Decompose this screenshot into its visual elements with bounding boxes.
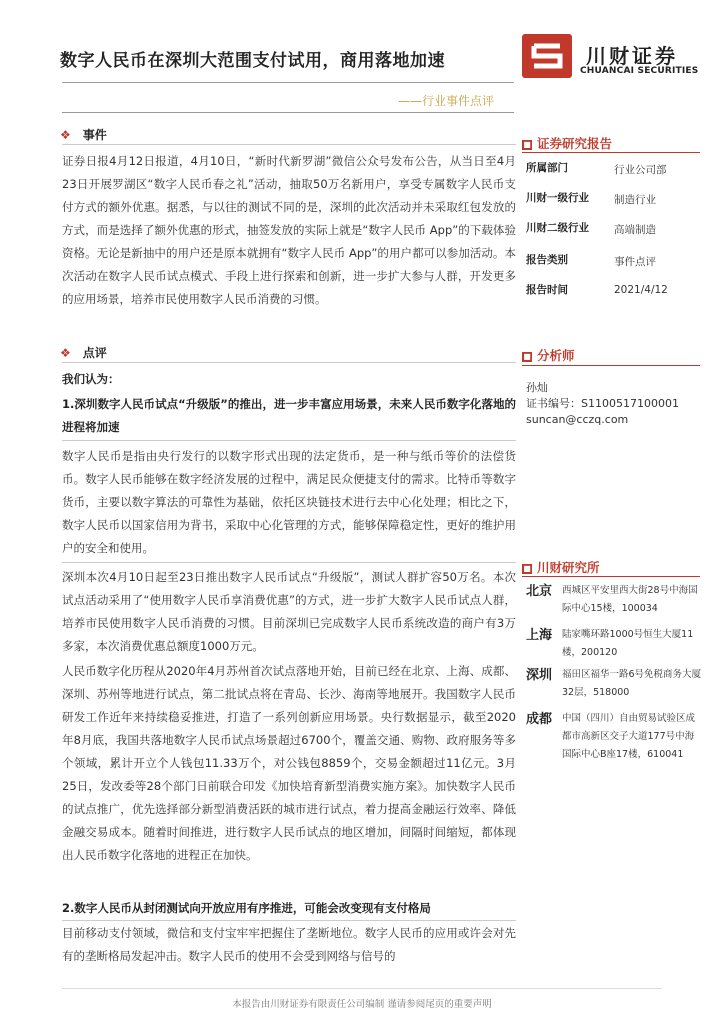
info-value-report-date: 2021/4/12 <box>614 284 668 296</box>
header-rule <box>62 82 514 83</box>
report-subtitle: ——行业事件点评 <box>398 94 495 108</box>
info-value-department: 行业公司部 <box>614 164 667 176</box>
info-label-industry-1: 川财一级行业 <box>526 192 589 204</box>
diamond-bullet-icon: ❖ <box>60 346 71 360</box>
point-1-paragraph-3: 人民币数字化历程从2020年4月苏州首次试点落地开始，目前已经在北京、上海、成都、深圳、苏州等地进行试点，第二批试点将在青岛、长沙、海南等地展开。我国数字人民币研发工作近年来持续稳妥推进，打造了一系列创新应用场景。央行数据显示，截至2020年8月底，我国共落地数字人民币试点场景超过6700个，覆盖交通、购物、政府服务等多个领域，累计开立个人钱包11.33万个，对公钱包8859个，交易金额超过11亿元。3月25日，发改委等28个部门日前联合印发《加快培育新型消费实施方案》。加快数字人民币的试点推广，优先选择部分新型消费活跃的城市进行试点，着力提高金融运行效率、降低金融交易成本。随着时间推进，进行数字人民币试点的地区增加，间隔时间缩短，都体现出人民币数字化落地的进程正在加快。 <box>62 664 516 862</box>
analyst-name: 孙灿 <box>526 381 548 394</box>
we-think-label: 我们认为： <box>62 372 120 386</box>
institute-heading: ■ 川财研究所 <box>523 560 600 575</box>
sidebar-rule <box>522 576 700 577</box>
info-value-report-type: 事件点评 <box>614 256 656 268</box>
sidebar-rule <box>522 365 700 366</box>
comment-heading: ❖ 点评 <box>60 346 107 360</box>
office-address-chengdu: 中国（四川）自由贸易试验区成都市高新区交子大道177号中海国际中心B座17楼，610041 <box>562 713 696 760</box>
point-1-heading: 1.深圳数字人民币试点“升级版”的推出，进一步丰富应用场景，未来人民币数字化落地的进程将加速 <box>62 397 516 434</box>
info-label-industry-2: 川财二级行业 <box>526 222 589 234</box>
footer-disclaimer: 本报告由川财证券有限责任公司编制 谨请参阅尾页的重要声明 <box>232 999 492 1010</box>
point-2-heading: 2.数字人民币从封闭测试向开放应用有序推进，可能会改变现有支付格局 <box>62 901 431 915</box>
info-label-department: 所属部门 <box>526 162 568 174</box>
section-divider <box>62 144 516 145</box>
office-city-chengdu: 成都 <box>526 712 553 727</box>
analyst-email[interactable]: suncan@cczq.com <box>526 413 629 426</box>
point-2-paragraph-1: 目前移动支付领域，微信和支付宝牢牢把握住了垄断地位。数字人民币的应用或许会对先有的垄断格局发起冲击。数字人民币的使用不会受到网络与信号的 <box>62 926 516 963</box>
footer-rule <box>62 988 662 989</box>
point-divider <box>62 920 516 921</box>
square-bullet-icon: ■ <box>523 564 531 573</box>
chuancai-logo-icon <box>522 34 572 78</box>
section-divider <box>62 362 516 363</box>
point-divider <box>62 440 516 441</box>
analyst-certificate: 证书编号：S1100517100001 <box>526 397 679 410</box>
square-bullet-icon: ■ <box>523 140 531 149</box>
info-value-industry-2: 高端制造 <box>614 224 656 236</box>
info-label-report-type: 报告类别 <box>526 254 568 266</box>
point-1-paragraph-2: 深圳本次4月10日起至23日推出数字人民币试点“升级版”，测试人群扩容50万名。本次试点活动采用了“使用数字人民币享消费优惠”的方式，进一步扩大数字人民币试点人群，培养市民使用数字人民币消费的习惯。目前深圳已完成数字人民币系统改造的商户有3万多家，本次消费优惠总额度1000万元。 <box>62 570 516 653</box>
square-bullet-icon: ■ <box>523 352 531 361</box>
paragraph-divider <box>62 562 516 563</box>
header-rule-2 <box>62 112 514 113</box>
point-1-paragraph-1: 数字人民币是指由央行发行的以数字形式出现的法定货币，是一种与纸币等价的法偿货币。数字人民币能够在数字经济发展的过程中，满足民众便捷支付的需求。比特币等数字货币，主要以数字算法的可靠性为基础，依托区块链技术进行去中心化处理；相比之下，数字人民币以国家信用为背书，采取中心化管理的方式，能够保障稳定性，更好的维护用户的安全和使用。 <box>62 449 516 555</box>
logo-text-en: CHUANCAI SECURITIES <box>580 66 699 76</box>
office-address-shanghai: 陆家嘴环路1000号恒生大厦11楼，200120 <box>562 629 694 658</box>
report-info-heading: ■ 证券研究报告 <box>523 136 613 151</box>
info-label-report-date: 报告时间 <box>526 284 568 296</box>
office-address-shenzhen: 福田区福华一路6号免税商务大厦32层，518000 <box>562 669 702 698</box>
event-paragraph: 证券日报4月12日报道，4月10日，“新时代新罗湖”微信公众号发布公告，从当日至4月23日开展罗湖区“数字人民币春之礼”活动，抽取50万名新用户，享受专属数字人民币支付方式的额外优惠。据悉，与以往的测试不同的是，深圳的此次活动并未采取红包发放的方式，而是选择了额外优惠的形式，抽签发放的实际上就是“数字人民币 App”的下载体验资格。无论是新抽中的用户还是原本就拥有“数字人民币 App”的用户都可以参加活动。本次活动在数字人民币试点模式、手段上进行探索和创新，进一步扩大参与人群，开发更多的应用场景，培养市民使用数字人民币消费的习惯。 <box>62 154 516 306</box>
event-heading: ❖ 事件 <box>60 128 107 142</box>
office-address-beijing: 西城区平安里西大街28号中海国际中心15楼，100034 <box>562 585 698 614</box>
sidebar-rule <box>522 152 700 153</box>
diamond-bullet-icon: ❖ <box>60 128 71 142</box>
analyst-heading: ■ 分析师 <box>523 348 575 363</box>
office-city-shanghai: 上海 <box>526 628 553 643</box>
info-value-industry-1: 制造行业 <box>614 194 656 206</box>
office-city-beijing: 北京 <box>526 584 553 599</box>
office-city-shenzhen: 深圳 <box>526 668 553 683</box>
report-title: 数字人民币在深圳大范围支付试用，商用落地加速 <box>60 51 445 71</box>
logo-text-cn: 川财证券 <box>586 44 678 68</box>
